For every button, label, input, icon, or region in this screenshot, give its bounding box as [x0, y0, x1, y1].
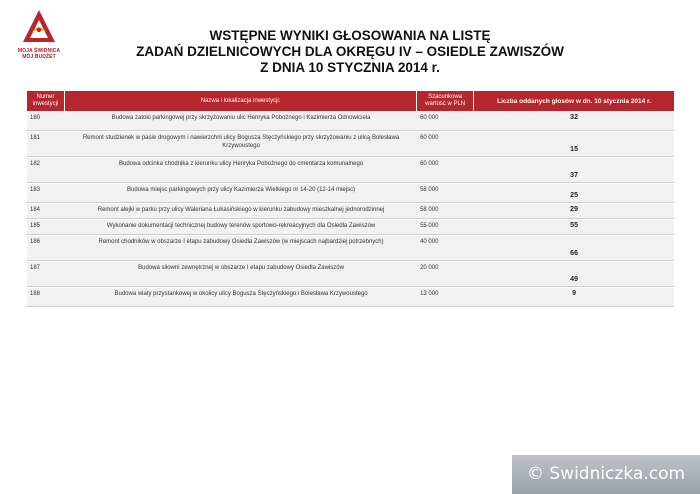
row-name: Budowa odcinka chodnika z kierunku ulicy Henryka Pobożnego do cmentarza komunalnego: [65, 158, 417, 183]
row-number: 181: [27, 132, 65, 157]
row-votes: 9: [474, 288, 674, 307]
row-number: 185: [27, 220, 65, 235]
row-cost: 13 000: [417, 288, 474, 307]
row-name: Budowa miejsc parkingowych przy ulicy Kazimierza Wielkiego nr 14-20 (12-14 miejsc): [65, 184, 417, 203]
header-cost: Szacunkowa wartość w PLN: [417, 91, 474, 111]
row-cost: 58 000: [417, 184, 474, 203]
row-votes: 15: [474, 132, 674, 157]
row-number: 186: [27, 236, 65, 261]
row-votes: 37: [474, 158, 674, 183]
row-votes: 55: [474, 220, 674, 235]
row-votes: 25: [474, 184, 674, 203]
table-row: [27, 112, 674, 131]
table-header-row: [27, 91, 674, 111]
title-line-2: ZADAŃ DZIELNICOWYCH DLA OKRĘGU IV – OSIEDLE ZAWISZÓW: [136, 44, 564, 59]
row-number: 184: [27, 204, 65, 219]
row-number: 183: [27, 184, 65, 203]
table-row: [27, 236, 674, 261]
city-budget-logo: [8, 8, 70, 66]
row-name: Budowa zatoki parkingowej przy skrzyżowaniu ulic Henryka Pobożnego i Kazimierza Odnowiciela: [65, 112, 417, 131]
logo-emblem-icon: [21, 8, 57, 48]
header-name: Nazwa i lokalizacja inwestycji:: [65, 91, 417, 111]
row-cost: 60 000: [417, 158, 474, 183]
row-name: Wykonanie dokumentacji technicznej budowy terenów sportowo-rekreacyjnych dla Osiedla Zawiszów: [65, 220, 417, 235]
row-votes: 49: [474, 262, 674, 287]
header-number: Numer inwestycji: [27, 91, 65, 111]
page-title: [100, 28, 600, 76]
table-row: [27, 288, 674, 307]
table-row: [27, 158, 674, 183]
row-name: Remont chodników w obszarze I etapu zabudowy Osiedla Zawiszów (w miejscach najbardziej potrzebnych): [65, 236, 417, 261]
table-row: [27, 220, 674, 235]
table-row: [27, 262, 674, 287]
title-line-1: WSTĘPNE WYNIKI GŁOSOWANIA NA LISTĘ: [209, 28, 491, 43]
row-cost: 58 000: [417, 204, 474, 219]
watermark: © Swidniczka.com: [512, 455, 700, 494]
row-cost: 55 000: [417, 220, 474, 235]
row-number: 187: [27, 262, 65, 287]
logo-text: [8, 48, 70, 60]
header-votes: Liczba oddanych głosów w dn. 10 stycznia 2014 r.: [474, 91, 674, 111]
table-row: [27, 204, 674, 219]
row-name: Budowa wiaty przystankowej w okolicy ulicy Bogusza Stęczyńskiego i Bolesława Krzywoustego: [65, 288, 417, 307]
logo-line-2: MÓJ BUDŻET: [22, 54, 56, 60]
row-votes: 66: [474, 236, 674, 261]
row-name: Remont studzienek w pasie drogowym i nawierzchni ulicy Bogusza Stęczyńskiego przy skrzyżowaniu z ulicą Bolesława Krzywoustego: [65, 132, 417, 157]
voting-results-table: [27, 90, 674, 308]
row-number: 180: [27, 112, 65, 131]
row-number: 188: [27, 288, 65, 307]
logo-line-1: MOJA ŚWIDNICA: [17, 48, 61, 54]
row-votes: 29: [474, 204, 674, 219]
table-row: [27, 184, 674, 203]
row-cost: 20 000: [417, 262, 474, 287]
title-line-3: Z DNIA 10 STYCZNIA 2014 r.: [260, 60, 440, 75]
row-cost: 60 000: [417, 112, 474, 131]
row-number: 182: [27, 158, 65, 183]
row-cost: 60 000: [417, 132, 474, 157]
table-row: [27, 132, 674, 157]
row-votes: 32: [474, 112, 674, 131]
row-name: Remont alejki w parku przy ulicy Waleriana Łukasińskiego w kierunku zabudowy mieszkalnej jednorodzinnej: [65, 204, 417, 219]
row-name: Budowa siłowni zewnętrznej w obszarze I etapu zabudowy Osiedla Zawiszów: [65, 262, 417, 287]
row-cost: 40 000: [417, 236, 474, 261]
